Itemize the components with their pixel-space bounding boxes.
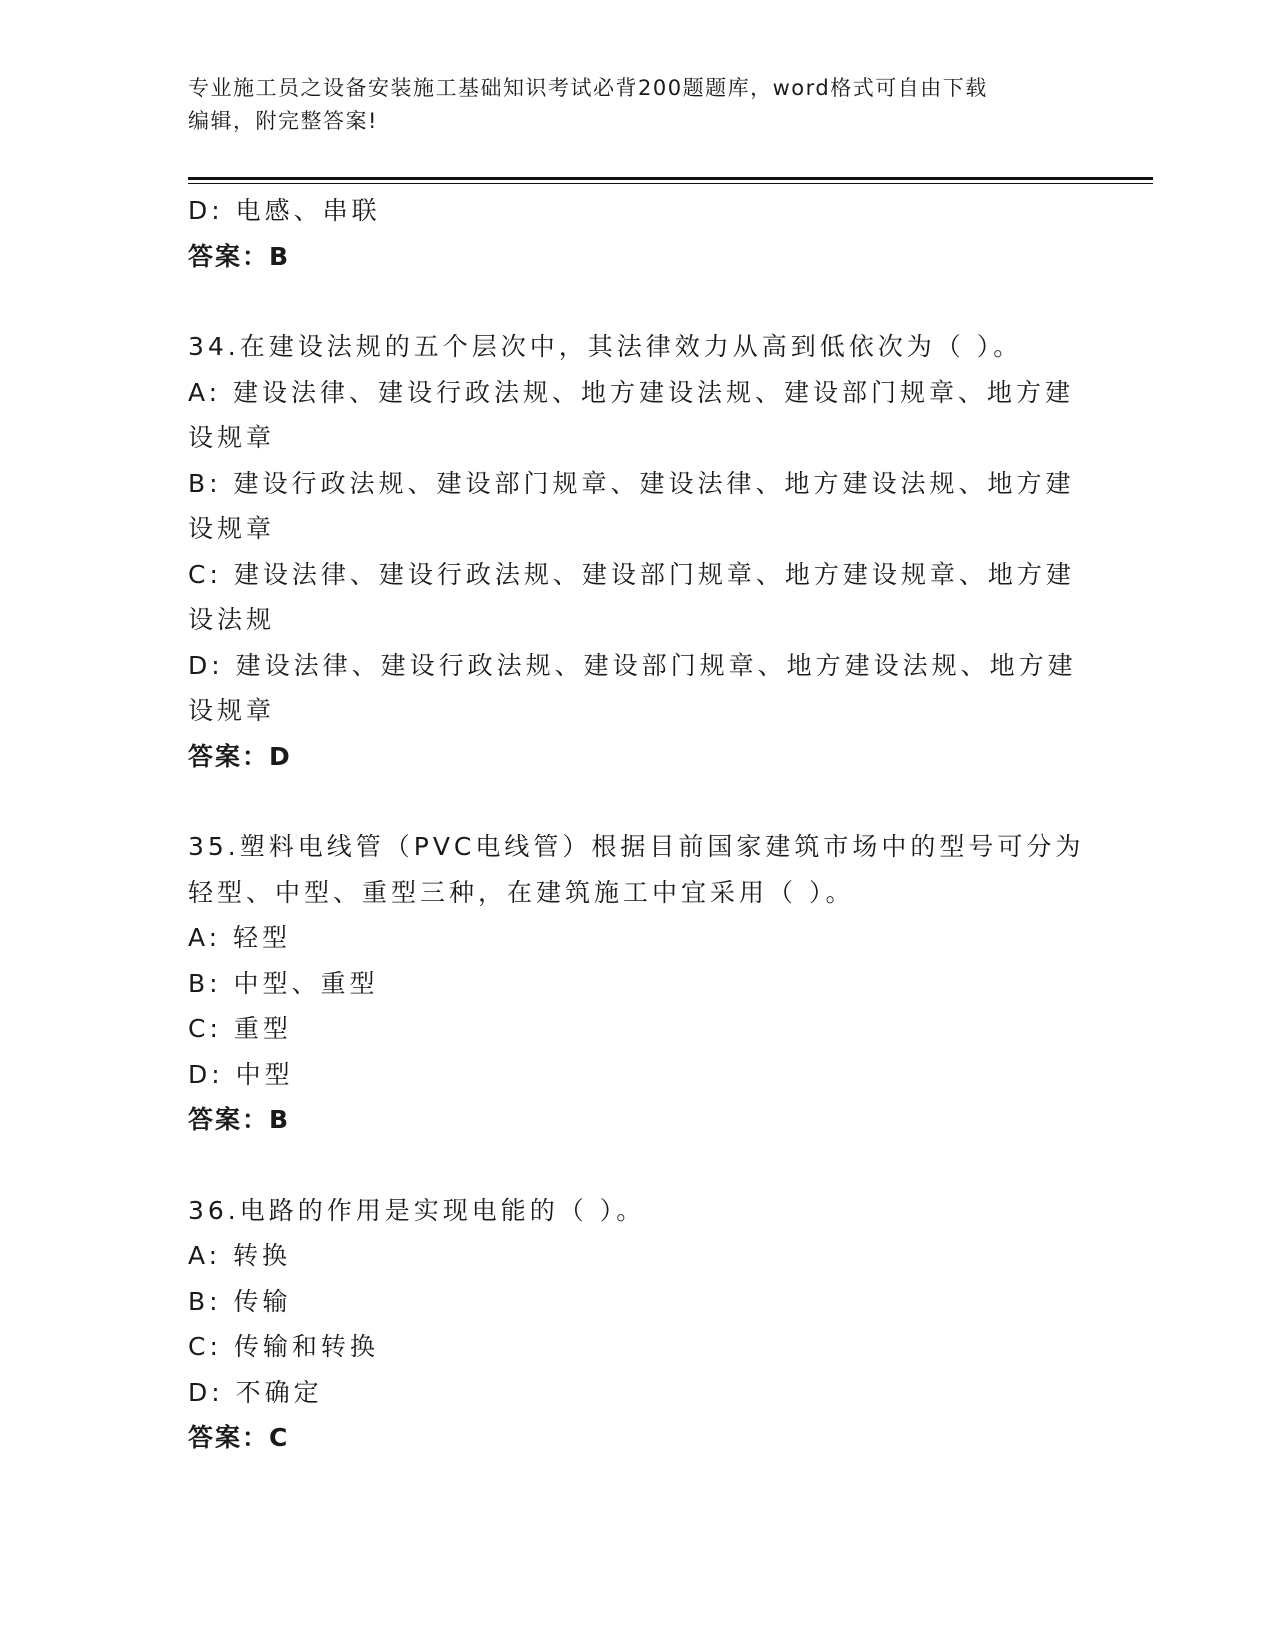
answer: 答案：B (188, 241, 291, 271)
option-d: D: 电感、串联 (188, 196, 381, 225)
option-a: A: 建设法律、建设行政法规、地方建设法规、建设部门规章、地方建 (188, 377, 1075, 407)
option-a: A: 转换 (188, 1241, 292, 1270)
option-c-continued: 设法规 (188, 605, 276, 634)
answer: 答案：B (188, 1105, 291, 1134)
header-title-line1: 专业施工员之设备安装施工基础知识考试必背200题题库，word格式可自由下载 (188, 76, 988, 100)
spacer (188, 779, 1088, 824)
question-stem: 34.在建设法规的五个层次中，其法律效力从高到低依次为（ ）。 (188, 332, 1023, 361)
option-c: C: 建设法律、建设行政法规、建设部门规章、地方建设规章、地方建 (188, 559, 1075, 589)
option-b: B: 传输 (188, 1286, 292, 1316)
answer: 答案：D (188, 741, 292, 771)
spacer (188, 1143, 1088, 1188)
question-35 (188, 824, 1088, 1143)
question-36 (188, 1188, 1088, 1461)
option-d-continued: 设规章 (188, 696, 276, 725)
question-33 (188, 188, 1088, 279)
option-b-continued: 设规章 (188, 514, 276, 543)
spacer (188, 279, 1088, 324)
question-stem: 36.电路的作用是实现电能的（ ）。 (188, 1195, 646, 1225)
option-b: B: 建设行政法规、建设部门规章、建设法律、地方建设法规、地方建 (188, 468, 1075, 498)
page-header (188, 72, 1068, 138)
header-divider-thin (188, 183, 1153, 184)
option-c: C: 重型 (188, 1014, 292, 1043)
option-a: A: 轻型 (188, 923, 292, 952)
option-a-continued: 设规章 (188, 423, 276, 452)
option-d: D: 建设法律、建设行政法规、建设部门规章、地方建设法规、地方建 (188, 650, 1077, 680)
question-stem-continued: 轻型、中型、重型三种，在建筑施工中宜采用（ ）。 (188, 877, 855, 907)
option-b: B: 中型、重型 (188, 968, 379, 998)
question-list (188, 188, 1088, 1461)
header-title-line2: 编辑，附完整答案! (188, 109, 378, 133)
option-d: D: 不确定 (188, 1377, 323, 1407)
option-c: C: 传输和转换 (188, 1332, 379, 1361)
question-34 (188, 324, 1088, 779)
option-d: D: 中型 (188, 1059, 294, 1089)
question-stem: 35.塑料电线管（PVC电线管）根据目前国家建筑市场中的型号可分为 (188, 832, 1085, 861)
answer: 答案：C (188, 1423, 290, 1452)
header-divider-thick (188, 177, 1153, 180)
